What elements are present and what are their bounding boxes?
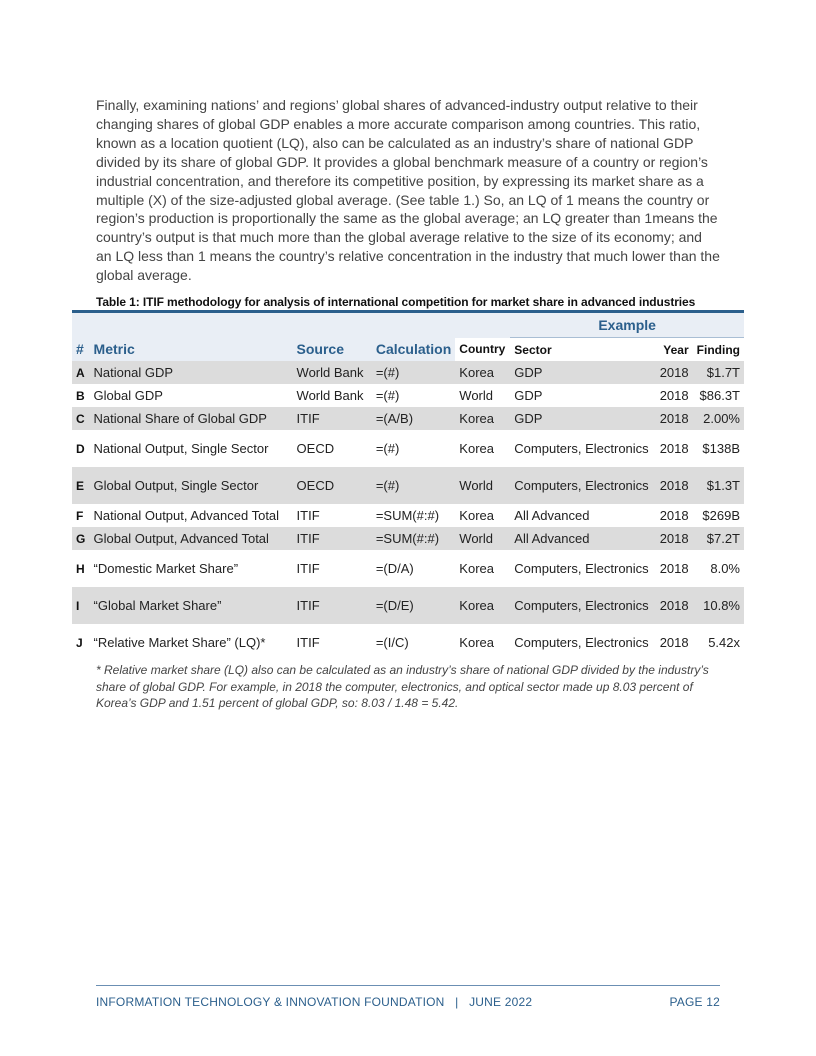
row-country: Korea xyxy=(455,361,510,384)
row-letter: C xyxy=(72,407,90,430)
row-source: ITIF xyxy=(293,407,372,430)
table-title: Table 1: ITIF methodology for analysis of international competition for market share in advanced industries xyxy=(96,295,696,309)
row-year: 2018 xyxy=(653,361,693,384)
row-country: Korea xyxy=(459,635,494,650)
row-country: World xyxy=(455,467,510,504)
row-year: 2018 xyxy=(653,587,693,624)
row-year: 2018 xyxy=(653,527,693,550)
row-letter: I xyxy=(72,587,90,624)
row-calc: =SUM(#:#) xyxy=(372,527,455,550)
row-country: World xyxy=(455,527,510,550)
row-calc: =(#) xyxy=(375,441,400,456)
row-finding: $86.3T xyxy=(699,388,740,403)
row-finding: 5.42x xyxy=(708,635,740,650)
table-row xyxy=(72,527,744,550)
col-num: # xyxy=(72,338,90,362)
column-header-row xyxy=(72,338,744,362)
table-row xyxy=(72,361,744,384)
table-row xyxy=(72,624,744,661)
row-country: Korea xyxy=(455,587,510,624)
table-row xyxy=(72,407,744,430)
row-calc: =(I/C) xyxy=(375,635,409,650)
row-source: OECD xyxy=(296,441,335,456)
example-header-spacer xyxy=(72,313,455,338)
row-sector: Computers, Electronics xyxy=(514,441,649,456)
row-country: Korea xyxy=(459,508,494,523)
row-sector: All Advanced xyxy=(514,508,590,523)
row-finding: $269B xyxy=(702,508,740,523)
row-year: 2018 xyxy=(659,388,689,403)
row-year: 2018 xyxy=(659,508,689,523)
table-row xyxy=(72,430,744,467)
row-finding: 2.00% xyxy=(693,407,744,430)
row-metric: “Domestic Market Share” xyxy=(93,561,239,576)
row-metric: Global Output, Advanced Total xyxy=(90,527,293,550)
row-sector: All Advanced xyxy=(510,527,652,550)
row-metric: National Output, Single Sector xyxy=(93,441,269,456)
table-row xyxy=(72,467,744,504)
row-finding: $138B xyxy=(702,441,740,456)
row-letter: A xyxy=(72,361,90,384)
row-sector: Computers, Electronics xyxy=(514,561,649,576)
row-letter: J xyxy=(76,635,83,650)
row-calc: =(D/A) xyxy=(375,561,414,576)
row-calc: =(D/E) xyxy=(372,587,455,624)
row-finding: $1.7T xyxy=(693,361,744,384)
row-metric: Global GDP xyxy=(93,388,163,403)
row-calc: =(#) xyxy=(375,388,400,403)
row-source: ITIF xyxy=(296,635,320,650)
row-metric: National Share of Global GDP xyxy=(90,407,293,430)
row-source: ITIF xyxy=(293,587,372,624)
row-year: 2018 xyxy=(659,561,689,576)
row-sector: GDP xyxy=(514,388,543,403)
example-header-row xyxy=(72,313,744,338)
col-finding: Finding xyxy=(696,342,740,357)
row-letter: E xyxy=(72,467,90,504)
example-header: Example xyxy=(510,313,744,338)
row-finding: 10.8% xyxy=(693,587,744,624)
row-source: OECD xyxy=(293,467,372,504)
row-metric: National Output, Advanced Total xyxy=(93,508,280,523)
table-row xyxy=(72,504,744,527)
row-source: World Bank xyxy=(296,388,364,403)
row-source: ITIF xyxy=(296,561,320,576)
row-calc: =(#) xyxy=(372,467,455,504)
table-footnote: * Relative market share (LQ) also can be calculated as an industry’s share of national GDP divided by the industry’s share of global GDP. For example, in 2018 the computer, electronics, and optical sector made up 8.03 percent of Korea’s GDP and 1.51 percent of global GDP, so: 8.03 / 1.48 = 5.42. xyxy=(96,663,709,710)
col-source: Source xyxy=(293,338,372,362)
row-metric: National GDP xyxy=(90,361,293,384)
row-sector: Computers, Electronics xyxy=(510,587,652,624)
row-country: Korea xyxy=(455,407,510,430)
col-sector: Sector xyxy=(514,342,552,357)
row-year: 2018 xyxy=(659,441,689,456)
row-sector: Computers, Electronics xyxy=(510,467,652,504)
row-letter: B xyxy=(76,388,85,403)
methodology-table xyxy=(72,313,744,661)
table-row xyxy=(72,550,744,587)
col-calculation: Calculation xyxy=(372,338,455,362)
footer-rule xyxy=(96,985,720,986)
row-letter: G xyxy=(72,527,90,550)
table-row xyxy=(72,587,744,624)
row-country: World xyxy=(459,388,494,403)
example-header-spacer-calc xyxy=(455,313,510,338)
col-country: Country xyxy=(459,342,506,357)
row-country: Korea xyxy=(459,441,494,456)
row-finding: $1.3T xyxy=(693,467,744,504)
table-row xyxy=(72,384,744,407)
row-finding: $7.2T xyxy=(693,527,744,550)
col-metric: Metric xyxy=(90,338,293,362)
row-calc: =(#) xyxy=(372,361,455,384)
row-sector: GDP xyxy=(510,407,652,430)
row-source: ITIF xyxy=(296,508,320,523)
row-country: Korea xyxy=(459,561,494,576)
col-year: Year xyxy=(663,342,689,357)
row-year: 2018 xyxy=(653,467,693,504)
footer-page-number: PAGE 12 xyxy=(669,995,720,1009)
row-letter: F xyxy=(76,508,84,523)
row-metric: “Relative Market Share” (LQ)* xyxy=(93,635,266,650)
row-year: 2018 xyxy=(659,635,689,650)
row-calc: =SUM(#:#) xyxy=(375,508,440,523)
row-metric: “Global Market Share” xyxy=(90,587,293,624)
footer-organization: INFORMATION TECHNOLOGY & INNOVATION FOUNDATION | JUNE 2022 xyxy=(96,995,533,1009)
body-paragraph: Finally, examining nations’ and regions’ global shares of advanced-industry output relative to their changing shares of global GDP enables a more accurate comparison among countries. This ratio, known as a location quotient (LQ), also can be calculated as an industry’s share of national GDP divided by its share of global GDP. It provides a global benchmark measure of a country or region’s industrial concentration, and therefore its competitive position, by expressing its market share as a multiple (X) of the size-adjusted global average. (See table 1.) So, an LQ of 1 means the country or region’s production is proportionally the same as the global average; an LQ greater than 1means the country’s output is that much more than the global average relative to the size of its economy; and an LQ less than 1 means the country’s relative concentration in the industry that much lower than the global average. xyxy=(96,97,720,284)
row-metric: Global Output, Single Sector xyxy=(90,467,293,504)
row-sector: GDP xyxy=(510,361,652,384)
row-sector: Computers, Electronics xyxy=(514,635,649,650)
row-calc: =(A/B) xyxy=(372,407,455,430)
row-year: 2018 xyxy=(653,407,693,430)
row-letter: D xyxy=(76,441,85,456)
row-source: ITIF xyxy=(293,527,372,550)
row-finding: 8.0% xyxy=(710,561,740,576)
row-letter: H xyxy=(76,561,85,576)
row-source: World Bank xyxy=(293,361,372,384)
